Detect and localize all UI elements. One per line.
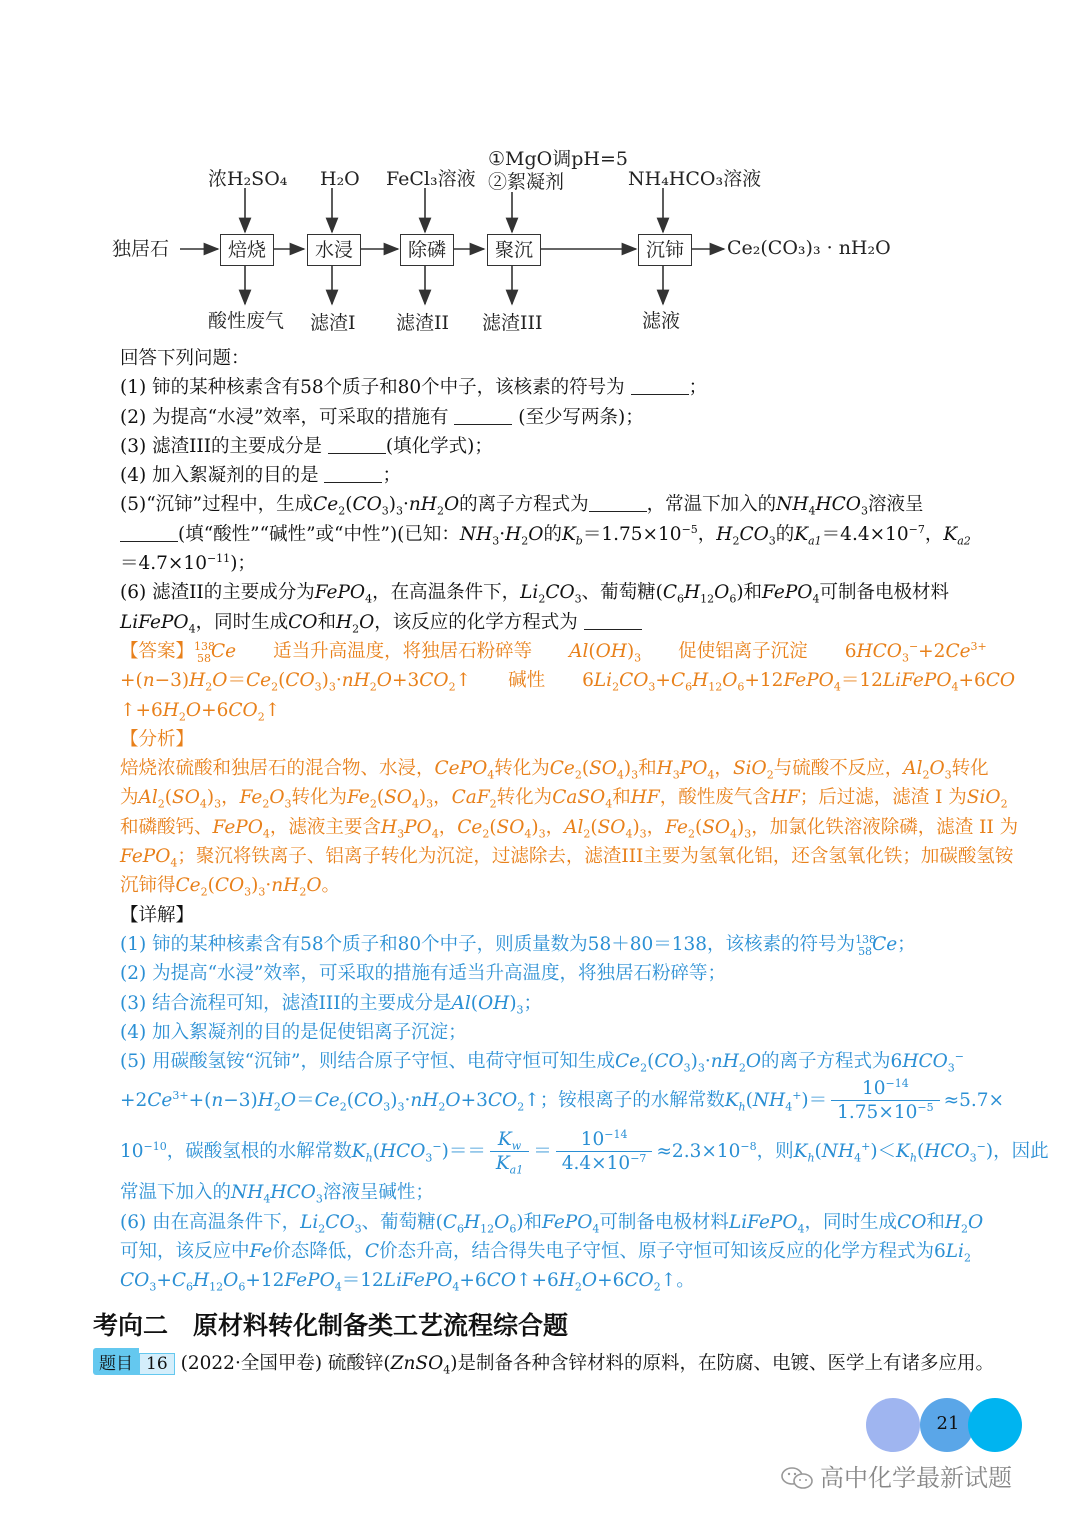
question-6-line-1: (6) 滤渣II的主要成分为FePO$_4$，在高温条件下，$Li_2CO_3$、葡萄糖$(C_6H_{12}O_6)$和FePO$_4$可制备电极材料 <box>120 582 949 607</box>
step-box-precipitate-ce: 沉铈 <box>638 234 692 266</box>
analysis-line-2: 为$Al_2(SO_4)_3$，$Fe_2O_3$转化为$Fe_2(SO_4)_3$，CaF$_2$转化为CaSO$_4$和HF，酸性废气含HF；后过滤，滤渣 I 为SiO$_2$ <box>120 787 1008 812</box>
step-box-water-leach: 水浸 <box>307 234 361 266</box>
question-1: (1) 铈的某种核素含有58个质子和80个中子，该核素的符号为 ； <box>120 377 708 399</box>
step-box-roasting: 焙烧 <box>220 234 274 266</box>
document-body <box>120 344 1049 1296</box>
question-5-line-2: (填“酸性”“碱性”或“中性”)(已知：$NH_3\cdot H_2O$的$K_b=1.75\times 10^{-5}$，$H_2CO_3$的$K_{a1}=4.4\times 10^{-7}$，$K_{a2}$ <box>120 520 1000 549</box>
wechat-icon <box>780 1466 814 1490</box>
process-flow-diagram <box>110 140 890 340</box>
question-number: 16 <box>139 1353 175 1375</box>
step-box-coagulate: 聚沉 <box>487 234 541 266</box>
output-label-residue-3: 滤渣III <box>482 312 543 334</box>
question-badge: 题目 <box>93 1348 139 1375</box>
analysis-line-5: 沉铈得$Ce_2(CO_3)_3\cdot nH_2O$。 <box>120 875 341 900</box>
start-material-label: 独居石 <box>112 238 170 260</box>
input-label-nh4hco3: NH₄HCO₃溶液 <box>628 168 762 190</box>
question-6-line-2: LiFePO$_4$，同时生成CO和$H_2O$，该反应的化学方程式为 <box>120 608 1000 637</box>
analysis-line-4: FePO$_4$；聚沉将铁离子、铝离子转化为沉淀，过滤除去，滤渣III主要为氢氧化铝，还含氢氧化铁；加碳酸氢铵 <box>120 846 1014 870</box>
input-label-flocculant: ②絮凝剂 <box>488 171 565 193</box>
answer-label: 【答案】 <box>120 640 195 662</box>
detail-line-5b: $+2Ce^{3+}+(n-3)H_2O=Ce_2(CO_3)_3\cdot nH_2O+3CO_2↑$；铵根离子的水解常数$K_h(NH_4^+)=$ $\frac{10^{-14}}{1.75\times 10^{-5}}$ ≈5.7× <box>120 1076 1005 1123</box>
detail-line-5c: $10^{-10}$，碳酸氢根的水解常数$K_h(HCO_3^-)==$ $\frac{K_w}{K_{a1}}$ ＝ $\frac{10^{-14}}{4.4\times 10^{-7}}$ $\approx 2.3\times 10^{-8}$，则$K_h(NH_4^+)<K_h(HCO_3^-)$，因此 <box>120 1127 1049 1177</box>
questions-intro: 回答下列问题： <box>120 348 250 369</box>
answer-blank <box>631 376 689 395</box>
step-box-dephosphorize: 除磷 <box>400 234 454 266</box>
answer-line-2: $+(n-3)H_2O=Ce_2(CO_3)_3\cdot nH_2O+3CO_2↑$ 碱性 $6Li_2CO_3+C_6H_{12}O_6+12FePO_4=12LiFePO_4+6CO$ <box>120 670 1016 694</box>
question-3: (3) 滤渣III的主要成分是 (填化学式)； <box>120 435 493 457</box>
question-16-line: 题目 16 (2022·全国甲卷) 硫酸锌(ZnSO$_4$)是制备各种含锌材料的原料，在防腐、电镀、医学上有诸多应用。 <box>93 1348 994 1375</box>
detail-line-4: (4) 加入絮凝剂的目的是促使铝离子沉淀； <box>120 1021 467 1043</box>
output-label-residue-2: 滤渣II <box>396 312 450 334</box>
detail-line-3: (3) 结合流程可知，滤渣III的主要成分是$Al(OH)_3$； <box>120 992 543 1017</box>
output-label-acid-gas: 酸性废气 <box>208 310 285 332</box>
page-number: 21 <box>936 1413 960 1434</box>
answer-blank <box>324 464 382 483</box>
answer-line-1: 【答案】$^{138}_{58}$Ce 适当升高温度，将独居石粉碎等 $Al(OH)_3$ 促使铝离子沉淀 $6HCO_3^-+2Ce^{3+}$ <box>120 639 987 665</box>
analysis-line-1: 焙烧浓硫酸和独居石的混合物、水浸，CePO$_4$转化为$Ce_2(SO_4)_3$和$H_3PO_4$，SiO$_2$与硫酸不反应，$Al_2O_3$转化 <box>120 758 989 782</box>
answer-blank <box>328 435 386 454</box>
detail-line-5a: (5) 用碳酸氢铵“沉铈”，则结合原子守恒、电荷守恒可知生成$Ce_2(CO_3)_3\cdot nH_2O$的离子方程式为$6HCO_3^-$ <box>120 1049 964 1075</box>
question-2: (2) 为提高“水浸”效率，可采取的措施有 (至少写两条)； <box>120 406 644 428</box>
product-label: Ce₂(CO₃)₃ · nH₂O <box>727 237 891 259</box>
detail-line-1: (1) 铈的某种核素含有58个质子和80个中子，则质量数为58＋80＝138，该核素的符号为$^{138}_{58}$Ce； <box>120 932 916 958</box>
question-5-line-3: $=4.7\times 10^{-11}$)； <box>120 551 256 575</box>
input-label-h2so4: 浓H₂SO₄ <box>208 168 288 190</box>
decor-circle-right <box>968 1398 1022 1452</box>
decor-circle-left <box>866 1398 920 1452</box>
detail-line-6a: (6) 由在高温条件下，$Li_2CO_3$、葡萄糖$(C_6H_{12}O_6)$和FePO$_4$可制备电极材料LiFePO$_4$，同时生成CO和$H_2O$ <box>120 1211 984 1236</box>
detail-line-5d: 常温下加入的$NH_4HCO_3$溶液呈碱性； <box>120 1182 434 1207</box>
detail-label: 【详解】 <box>120 904 195 926</box>
input-label-fecl3: FeCl₃溶液 <box>386 168 476 190</box>
input-label-mgo: ①MgO调pH=5 <box>488 148 628 170</box>
fraction: $\frac{K_w}{K_{a1}}$ <box>490 1129 529 1176</box>
answer-line-3: $↑+6H_2O+6CO_2↑$ <box>120 699 281 724</box>
question-4: (4) 加入絮凝剂的目的是 ； <box>120 465 401 487</box>
answer-blank <box>589 493 647 512</box>
input-label-h2o: H₂O <box>320 168 360 190</box>
fraction: $\frac{10^{-14}}{1.75\times 10^{-5}}$ <box>831 1078 939 1125</box>
detail-line-2: (2) 为提高“水浸”效率，可采取的措施有适当升高温度，将独居石粉碎等； <box>120 963 727 985</box>
output-label-filtrate: 滤液 <box>642 310 681 332</box>
fraction: $\frac{10^{-14}}{4.4\times 10^{-7}}$ <box>556 1129 653 1176</box>
question-5-line-1: (5)“沉铈”过程中，生成$Ce_2(CO_3)_3\cdot nH_2O$的离子方程式为 ，常温下加入的$NH_4HCO_3$溶液呈 <box>120 494 924 519</box>
answer-blank <box>120 523 178 542</box>
output-label-residue-1: 滤渣I <box>310 312 356 334</box>
watermark: 高中化学最新试题 <box>780 1458 1012 1493</box>
analysis-line-3: 和磷酸钙、FePO$_4$，滤液主要含$H_3PO_4$，$Ce_2(SO_4)_3$，$Al_2(SO_4)_3$，$Fe_2(SO_4)_3$，加氯化铁溶液除磷，滤渣 II 为 <box>120 816 1019 841</box>
detail-line-6c: $CO_3+C_6H_{12}O_6+12FePO_4=12LiFePO_4+6CO↑+6H_2O+6CO_2↑$。 <box>120 1270 695 1294</box>
analysis-label: 【分析】 <box>120 728 195 750</box>
section-title: 考向二 原材料转化制备类工艺流程综合题 <box>93 1311 569 1340</box>
answer-blank <box>584 611 642 630</box>
answer-blank <box>454 406 512 425</box>
detail-line-6b: 可知，该反应中Fe价态降低，C价态升高，结合得失电子守恒、原子守恒可知该反应的化学方程式为$6Li_2$ <box>120 1241 971 1265</box>
